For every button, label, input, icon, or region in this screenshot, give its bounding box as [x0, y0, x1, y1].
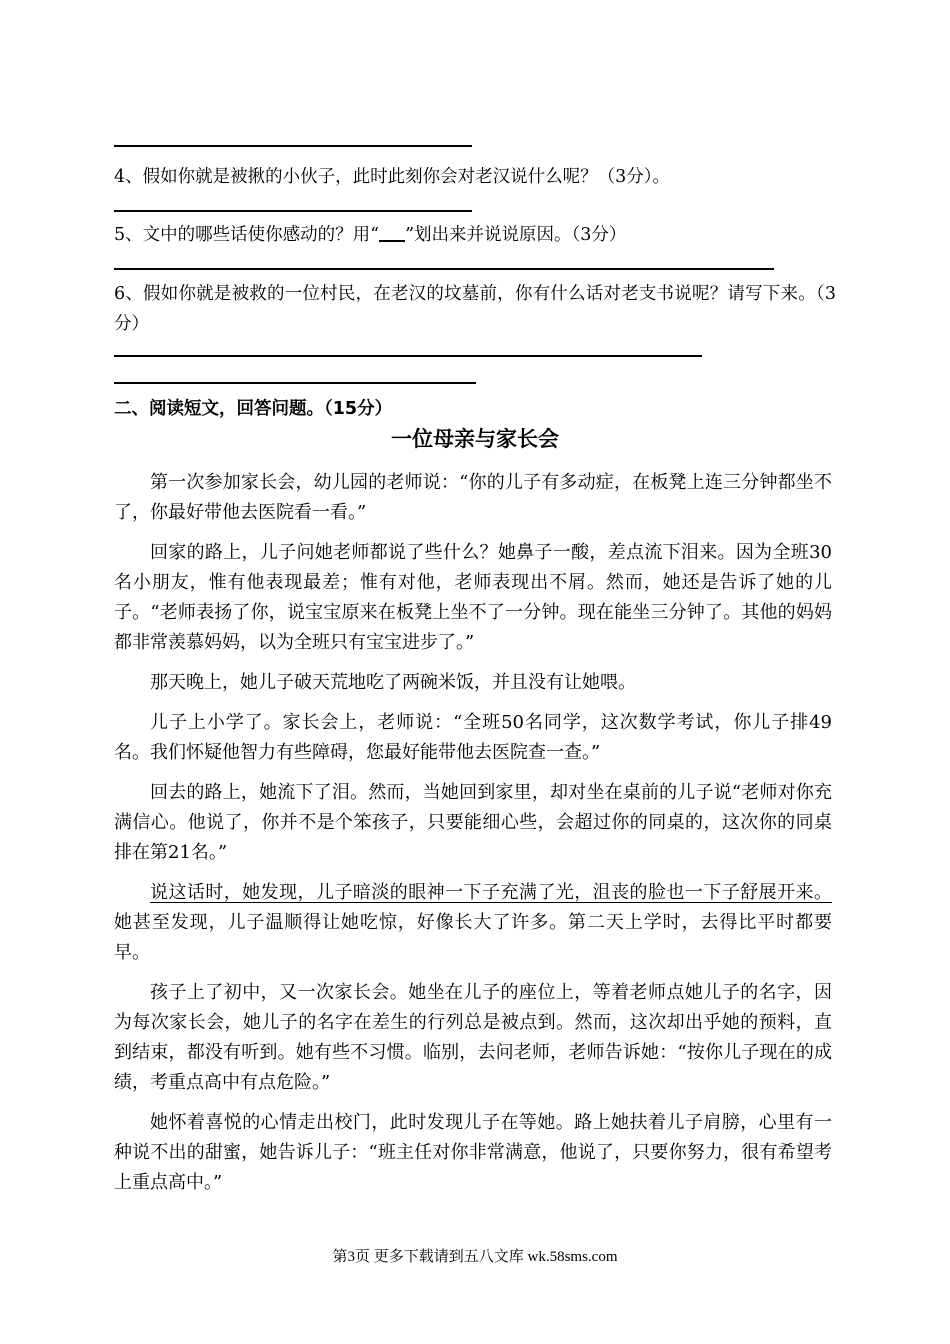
story-title: 一位母亲与家长会	[391, 427, 559, 451]
answer-line	[114, 382, 476, 384]
question-5-text-b: ”划出来并说说原因。（3分）	[405, 225, 627, 245]
question-6: 6、假如你就是被救的一位村民，在老汉的坟墓前，你有什么话对老支书说呢？请写下来。（3分）	[114, 284, 836, 334]
underlined-sentence: 说这话时，她发现，儿子暗淡的眼神一下子充满了光，沮丧的脸也一下子舒展开来。	[150, 882, 832, 903]
question-5-text-a: 5、文中的哪些话使你感动的？用“	[114, 225, 380, 245]
story-paragraph: 那天晚上，她儿子破天荒地吃了两碗米饭，并且没有让她喂。	[150, 672, 636, 693]
story-paragraph	[114, 878, 832, 968]
answer-line	[114, 210, 472, 212]
story-paragraph: 她怀着喜悦的心情走出校门，此时发现儿子在等她。路上她扶着儿子肩膀，心里有一种说不出的甜蜜，她告诉儿子：“班主任对你非常满意，他说了，只要你努力，很有希望考上重点高中。”	[114, 1112, 832, 1193]
answer-line	[114, 355, 702, 357]
story-paragraph: 回去的路上，她流下了泪。然而，当她回到家里，却对坐在桌前的儿子说“老师对你充满信心。他说了，你并不是个笨孩子，只要能细心些，会超过你的同桌的，这次你的同桌排在第21名。”	[114, 782, 832, 863]
answer-line	[114, 145, 472, 147]
answer-line	[114, 268, 774, 270]
page-footer: 第3页 更多下载请到五八文库 wk.58sms.com	[332, 1249, 618, 1265]
story-paragraph-rest: 她甚至发现，儿子温顺得让她吃惊，好像长大了许多。第二天上学时，去得比平时都要早。	[114, 912, 832, 963]
story-paragraph: 回家的路上，儿子问她老师都说了些什么？她鼻子一酸，差点流下泪来。因为全班30名小朋友，惟有他表现最差；惟有对他，老师表现出不屑。然而，她还是告诉了她的儿子。“老师表扬了你，说宝宝原来在板凳上坐不了一分钟。现在能坐三分钟了。其他的妈妈都非常羡慕妈妈，以为全班只有宝宝进步了。”	[114, 542, 832, 653]
question-4: 4、假如你就是被揪的小伙子，此时此刻你会对老汉说什么呢？（3分）。	[114, 167, 671, 187]
story-paragraph: 儿子上小学了。家长会上，老师说：“全班50名同学，这次数学考试，你儿子排49名。我们怀疑他智力有些障碍，您最好能带他去医院查一查。”	[114, 712, 832, 763]
underline-mark-sample	[379, 226, 405, 242]
question-5	[114, 222, 626, 248]
story-body	[114, 468, 832, 1208]
story-paragraph: 第一次参加家长会，幼儿园的老师说：“你的儿子有多动症，在板凳上连三分钟都坐不了，你最好带他去医院看一看。”	[114, 472, 832, 523]
story-paragraph: 孩子上了初中，又一次家长会。她坐在儿子的座位上，等着老师点她儿子的名字，因为每次家长会，她儿子的名字在差生的行列总是被点到。然而，这次却出乎她的预料，直到结束，都没有听到。她有些不习惯。临别，去问老师，老师告诉她：“按你儿子现在的成绩，考重点高中有点危险。”	[114, 982, 832, 1093]
section-heading: 二、阅读短文，回答问题。（15分）	[114, 399, 393, 419]
